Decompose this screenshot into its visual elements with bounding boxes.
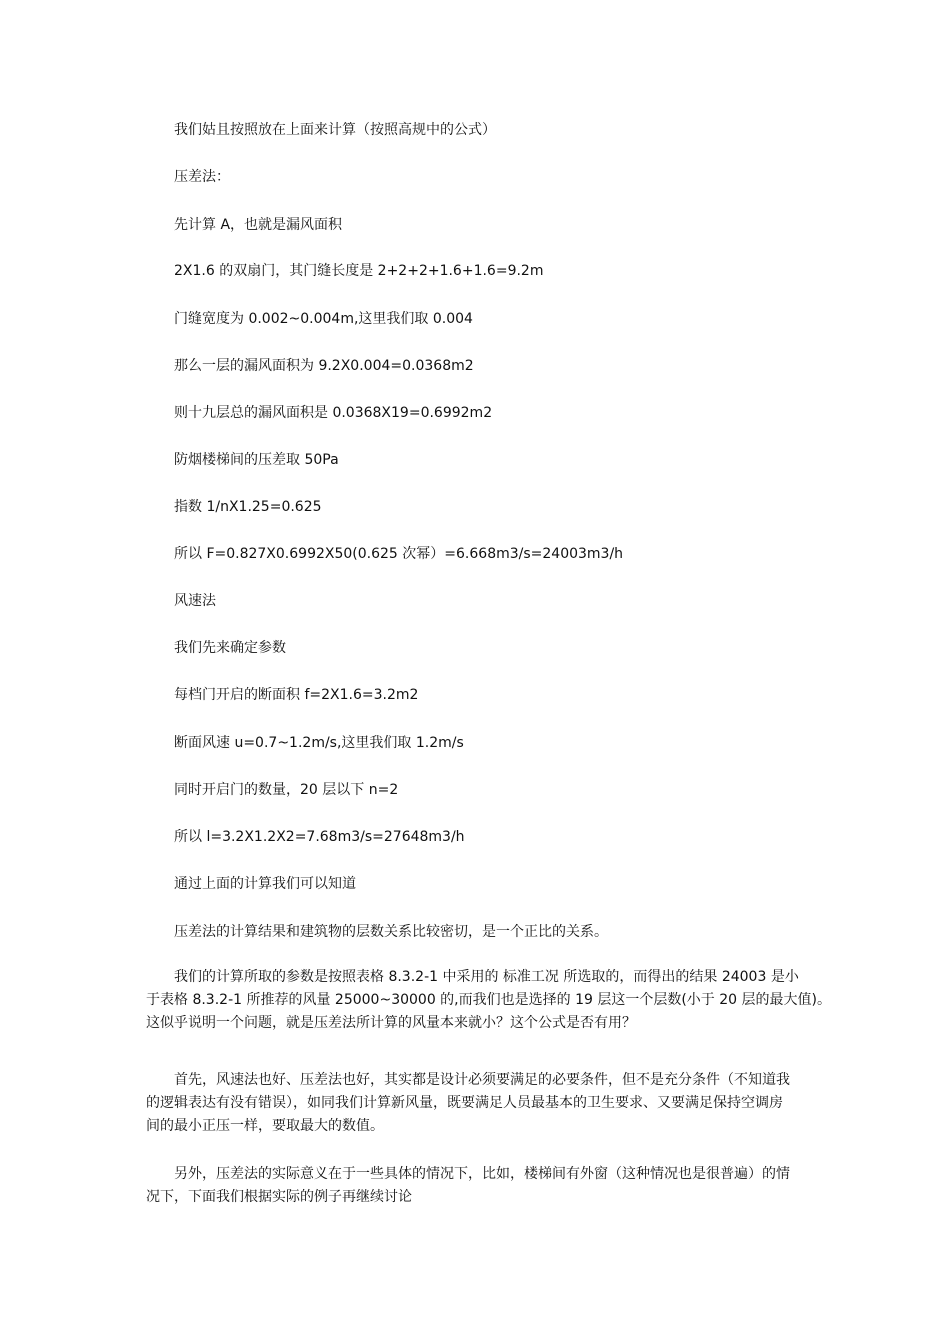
text-line: 防烟楼梯间的压差取 50Pa bbox=[174, 452, 339, 468]
text-line: 同时开启门的数量，20 层以下 n=2 bbox=[174, 782, 399, 798]
text-line: 我们先来确定参数 bbox=[174, 640, 286, 656]
paragraph-line: 况下，下面我们根据实际的例子再继续讨论 bbox=[146, 1189, 412, 1205]
paragraph-line: 另外，压差法的实际意义在于一些具体的情况下，比如，楼梯间有外窗（这种情况也是很普遍）的情 bbox=[174, 1166, 790, 1182]
paragraph-line: 我们的计算所取的参数是按照表格 8.3.2-1 中采用的 标准工况 所选取的，而得出的结果 24003 是小 bbox=[174, 969, 799, 985]
paragraph bbox=[146, 966, 831, 1035]
text-line: 门缝宽度为 0.002~0.004m,这里我们取 0.004 bbox=[174, 311, 473, 327]
text-line: 先计算 A，也就是漏风面积 bbox=[174, 217, 343, 233]
text-line: 每档门开启的断面积 f=2X1.6=3.2m2 bbox=[174, 687, 419, 703]
paragraph-line: 于表格 8.3.2-1 所推荐的风量 25000~30000 的,而我们也是选择的 19 层这一个层数(小于 20 层的最大值)。 bbox=[146, 992, 831, 1008]
paragraph-line: 的逻辑表达有没有错误），如同我们计算新风量，既要满足人员最基本的卫生要求、又要满足保持空调房 bbox=[146, 1095, 783, 1111]
paragraph-line: 间的最小正压一样，要取最大的数值。 bbox=[146, 1118, 384, 1134]
paragraph-line: 首先，风速法也好、压差法也好，其实都是设计必须要满足的必要条件，但不是充分条件（不知道我 bbox=[174, 1072, 790, 1088]
text-line: 通过上面的计算我们可以知道 bbox=[174, 876, 356, 892]
text-line: 那么一层的漏风面积为 9.2X0.004=0.0368m2 bbox=[174, 358, 474, 374]
text-line: 指数 1/nX1.25=0.625 bbox=[174, 499, 322, 515]
text-line: 我们姑且按照放在上面来计算（按照高规中的公式） bbox=[174, 122, 496, 138]
text-line: 2X1.6 的双扇门，其门缝长度是 2+2+2+1.6+1.6=9.2m bbox=[174, 263, 544, 279]
text-line: 压差法的计算结果和建筑物的层数关系比较密切，是一个正比的关系。 bbox=[174, 924, 608, 940]
text-line: 则十九层总的漏风面积是 0.0368X19=0.6992m2 bbox=[174, 405, 493, 421]
paragraph-line: 这似乎说明一个问题，就是压差法所计算的风量本来就小？这个公式是否有用？ bbox=[146, 1015, 636, 1031]
text-line: 断面风速 u=0.7~1.2m/s,这里我们取 1.2m/s bbox=[174, 735, 464, 751]
paragraph bbox=[146, 1163, 814, 1209]
section-heading: 风速法 bbox=[174, 593, 216, 609]
paragraph bbox=[146, 1069, 814, 1138]
text-line: 所以 F=0.827X0.6992X50(0.625 次幂）=6.668m3/s=24003m3/h bbox=[174, 546, 624, 562]
text-line: 所以 l=3.2X1.2X2=7.68m3/s=27648m3/h bbox=[174, 829, 465, 845]
section-heading: 压差法： bbox=[174, 169, 230, 185]
